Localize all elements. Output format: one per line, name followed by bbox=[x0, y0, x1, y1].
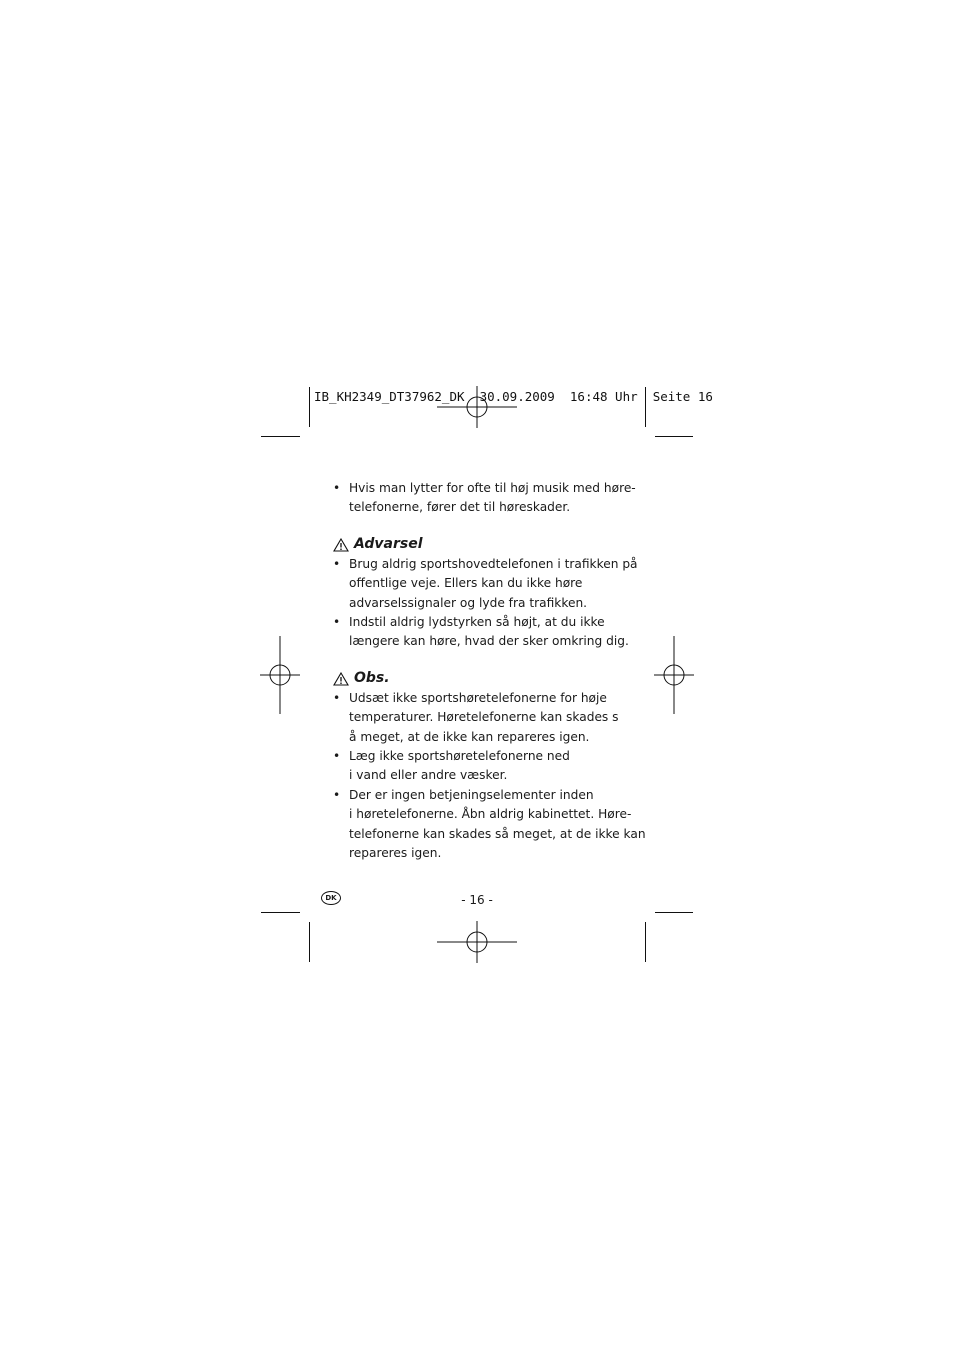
warning-triangle-icon bbox=[333, 538, 349, 552]
notice-heading bbox=[333, 669, 633, 689]
print-date: 30.09.2009 bbox=[479, 389, 555, 404]
list-item: • Der er ingen betjeningselementer inden i høretelefonerne. Åbn aldrig kabinettet. Høre- telefonerne kan skades så meget, at de ikke kan repareres igen. bbox=[333, 786, 633, 864]
warning-title: Advarsel bbox=[354, 536, 423, 553]
notice-list bbox=[333, 689, 646, 864]
list-item: • Brug aldrig sportshovedtelefonen i trafikken på offentlige veje. Ellers kan du ikke høre advarselssignaler og lyde fra trafikken. bbox=[333, 555, 633, 613]
registration-mark-bottom bbox=[437, 921, 517, 963]
manual-content bbox=[333, 479, 646, 864]
notice-title: Obs. bbox=[354, 670, 390, 687]
list-item: • Hvis man lytter for ofte til høj musik med høre- telefonerne, fører det til høreskader. bbox=[333, 479, 633, 518]
list-item: • Indstil aldrig lydstyrken så højt, at du ikke længere kan høre, hvad der sker omkring dig. bbox=[333, 613, 633, 652]
warning-triangle-icon bbox=[333, 672, 349, 686]
country-badge: DK bbox=[321, 891, 341, 905]
list-item: • Udsæt ikke sportshøretelefonerne for høje temperaturer. Høretelefonerne kan skades s å meget, at de ikke kan repareres igen. bbox=[333, 689, 633, 747]
file-label: IB_KH2349_DT37962_DK bbox=[314, 389, 465, 404]
registration-mark-right bbox=[654, 636, 694, 714]
warning-list bbox=[333, 555, 638, 652]
registration-mark-top bbox=[437, 386, 517, 428]
page-number: - 16 - bbox=[461, 893, 493, 907]
intro-list bbox=[333, 479, 636, 518]
warning-heading bbox=[333, 535, 633, 555]
page-label: Seite 16 bbox=[652, 389, 713, 404]
print-time: 16:48 Uhr bbox=[569, 389, 638, 404]
registration-mark-left bbox=[260, 636, 300, 714]
list-item: • Læg ikke sportshøretelefonerne ned i vand eller andre væsker. bbox=[333, 747, 633, 786]
